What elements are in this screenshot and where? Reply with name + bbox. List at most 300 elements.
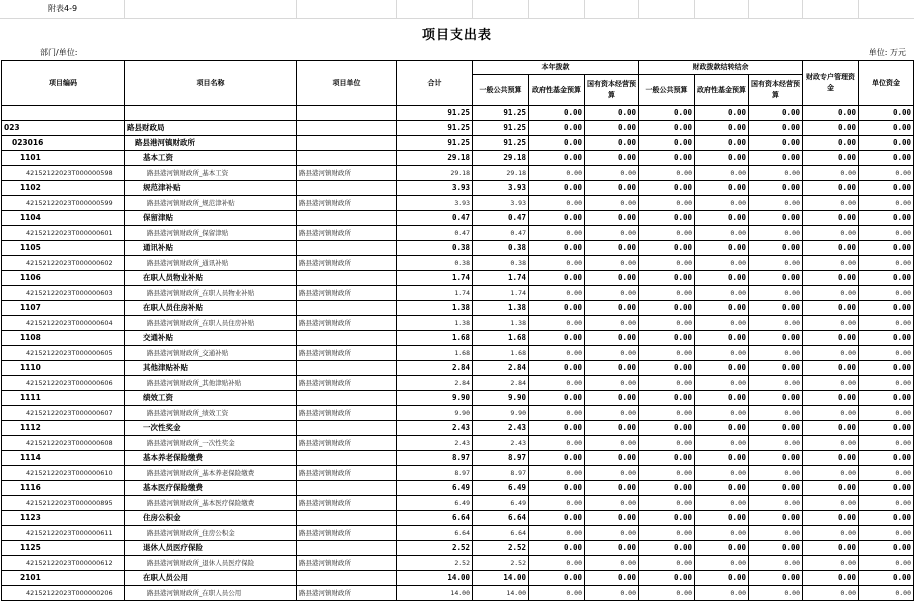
cell-project-name[interactable]: 路县港河镇财政所_规范津补贴	[125, 196, 297, 211]
cell-amount[interactable]: 0.00	[803, 481, 859, 496]
cell-amount[interactable]: 0.00	[859, 556, 914, 571]
cell-amount[interactable]: 2.52	[473, 556, 529, 571]
cell-amount[interactable]: 0.00	[695, 316, 749, 331]
cell-amount[interactable]: 0.00	[859, 286, 914, 301]
cell-amount[interactable]: 0.00	[859, 211, 914, 226]
cell-project-code[interactable]: 1110	[2, 361, 125, 376]
cell-amount[interactable]: 0.00	[585, 421, 639, 436]
col-header-carry-capital[interactable]: 国有资本经营预算	[749, 75, 803, 106]
cell-amount[interactable]: 0.00	[639, 451, 695, 466]
col-header-name[interactable]: 项目名称	[125, 61, 297, 106]
cell-amount[interactable]: 0.00	[585, 331, 639, 346]
cell-amount[interactable]: 0.00	[529, 361, 585, 376]
cell-amount[interactable]: 0.00	[695, 496, 749, 511]
cell-amount[interactable]: 8.97	[473, 451, 529, 466]
cell-project-name[interactable]: 路县港河镇财政所_退休人员医疗保险	[125, 556, 297, 571]
cell-project-code[interactable]: 2101	[2, 571, 125, 586]
cell-amount[interactable]: 0.00	[749, 226, 803, 241]
cell-amount[interactable]: 0.00	[585, 121, 639, 136]
cell-project-unit[interactable]	[297, 271, 397, 286]
cell-amount[interactable]: 6.64	[397, 526, 473, 541]
cell-amount[interactable]: 3.93	[397, 196, 473, 211]
cell-project-name[interactable]	[125, 106, 297, 121]
cell-amount[interactable]: 6.49	[473, 481, 529, 496]
cell-amount[interactable]: 0.00	[859, 226, 914, 241]
cell-amount[interactable]: 0.00	[585, 316, 639, 331]
cell-amount[interactable]: 0.00	[695, 286, 749, 301]
cell-amount[interactable]: 2.52	[397, 541, 473, 556]
cell-amount[interactable]: 0.00	[803, 301, 859, 316]
cell-amount[interactable]: 0.00	[585, 271, 639, 286]
cell-amount[interactable]: 1.38	[473, 301, 529, 316]
cell-amount[interactable]: 1.68	[473, 331, 529, 346]
cell-project-code[interactable]	[2, 106, 125, 121]
cell-amount[interactable]: 0.00	[803, 391, 859, 406]
cell-amount[interactable]: 2.43	[473, 421, 529, 436]
cell-amount[interactable]: 14.00	[473, 586, 529, 601]
cell-project-code[interactable]: 42152122023T000000895	[2, 496, 125, 511]
col-header-general-budget[interactable]: 一般公共预算	[473, 75, 529, 106]
cell-amount[interactable]: 0.00	[859, 436, 914, 451]
cell-amount[interactable]: 0.00	[803, 556, 859, 571]
cell-amount[interactable]: 2.52	[473, 541, 529, 556]
cell-project-code[interactable]: 42152122023T000000603	[2, 286, 125, 301]
cell-amount[interactable]: 0.00	[859, 511, 914, 526]
cell-amount[interactable]: 0.00	[749, 106, 803, 121]
cell-amount[interactable]: 0.00	[529, 286, 585, 301]
col-group-current-year[interactable]: 本年拨款	[473, 61, 639, 75]
cell-project-code[interactable]: 023	[2, 121, 125, 136]
cell-amount[interactable]: 3.93	[473, 181, 529, 196]
cell-amount[interactable]: 0.00	[749, 301, 803, 316]
cell-amount[interactable]: 0.00	[803, 376, 859, 391]
cell-amount[interactable]: 0.00	[803, 541, 859, 556]
cell-amount[interactable]: 2.43	[397, 436, 473, 451]
cell-project-unit[interactable]: 路县港河镇财政所	[297, 286, 397, 301]
cell-project-code[interactable]: 42152122023T000000611	[2, 526, 125, 541]
cell-amount[interactable]: 0.00	[695, 571, 749, 586]
cell-project-name[interactable]: 通讯补贴	[125, 241, 297, 256]
cell-amount[interactable]: 0.00	[695, 181, 749, 196]
cell-project-unit[interactable]	[297, 301, 397, 316]
cell-project-unit[interactable]	[297, 361, 397, 376]
cell-amount[interactable]: 0.00	[639, 436, 695, 451]
cell-amount[interactable]: 0.00	[859, 256, 914, 271]
cell-amount[interactable]: 0.00	[639, 511, 695, 526]
cell-amount[interactable]: 1.38	[397, 316, 473, 331]
cell-amount[interactable]: 0.00	[803, 436, 859, 451]
cell-project-code[interactable]: 42152122023T000000604	[2, 316, 125, 331]
cell-project-code[interactable]: 1123	[2, 511, 125, 526]
cell-amount[interactable]: 1.74	[397, 271, 473, 286]
cell-amount[interactable]: 14.00	[397, 571, 473, 586]
cell-amount[interactable]: 0.00	[695, 541, 749, 556]
cell-amount[interactable]: 0.00	[639, 571, 695, 586]
cell-amount[interactable]: 2.84	[473, 376, 529, 391]
cell-amount[interactable]: 2.84	[397, 376, 473, 391]
cell-amount[interactable]: 0.00	[859, 196, 914, 211]
cell-project-code[interactable]: 42152122023T000000598	[2, 166, 125, 181]
cell-project-unit[interactable]	[297, 151, 397, 166]
grid-cell[interactable]	[584, 0, 639, 18]
cell-amount[interactable]: 0.00	[695, 106, 749, 121]
cell-amount[interactable]: 0.00	[639, 256, 695, 271]
cell-amount[interactable]: 0.00	[639, 211, 695, 226]
cell-project-unit[interactable]: 路县港河镇财政所	[297, 436, 397, 451]
cell-amount[interactable]: 0.00	[639, 316, 695, 331]
cell-amount[interactable]: 0.00	[803, 106, 859, 121]
cell-amount[interactable]: 0.00	[803, 571, 859, 586]
cell-amount[interactable]: 0.00	[585, 571, 639, 586]
cell-amount[interactable]: 0.00	[803, 241, 859, 256]
cell-amount[interactable]: 0.00	[749, 286, 803, 301]
cell-amount[interactable]: 0.00	[749, 481, 803, 496]
cell-project-unit[interactable]	[297, 121, 397, 136]
cell-amount[interactable]: 0.00	[529, 301, 585, 316]
col-header-fund-budget[interactable]: 政府性基金预算	[529, 75, 585, 106]
cell-amount[interactable]: 0.00	[695, 151, 749, 166]
cell-amount[interactable]: 29.18	[397, 166, 473, 181]
cell-amount[interactable]: 0.00	[529, 451, 585, 466]
cell-project-name[interactable]: 路县港河镇财政所_交通补贴	[125, 346, 297, 361]
cell-amount[interactable]: 0.47	[473, 226, 529, 241]
cell-amount[interactable]: 14.00	[473, 571, 529, 586]
cell-amount[interactable]: 0.00	[585, 556, 639, 571]
cell-amount[interactable]: 29.18	[473, 166, 529, 181]
cell-amount[interactable]: 0.00	[585, 106, 639, 121]
cell-project-name[interactable]: 路县港河镇财政所	[125, 136, 297, 151]
cell-amount[interactable]: 0.00	[529, 406, 585, 421]
cell-project-name[interactable]: 保留津贴	[125, 211, 297, 226]
cell-amount[interactable]: 0.00	[695, 511, 749, 526]
cell-amount[interactable]: 0.00	[585, 391, 639, 406]
cell-amount[interactable]: 1.38	[397, 301, 473, 316]
cell-project-code[interactable]: 1102	[2, 181, 125, 196]
cell-project-code[interactable]: 023016	[2, 136, 125, 151]
cell-amount[interactable]: 0.00	[585, 586, 639, 601]
col-header-carry-fund[interactable]: 政府性基金预算	[695, 75, 749, 106]
cell-amount[interactable]: 0.00	[639, 301, 695, 316]
cell-project-unit[interactable]	[297, 571, 397, 586]
cell-amount[interactable]: 0.38	[397, 256, 473, 271]
cell-amount[interactable]: 0.00	[749, 211, 803, 226]
cell-project-unit[interactable]	[297, 391, 397, 406]
cell-amount[interactable]: 0.00	[529, 571, 585, 586]
cell-amount[interactable]: 0.00	[859, 181, 914, 196]
cell-amount[interactable]: 0.00	[585, 226, 639, 241]
cell-project-unit[interactable]	[297, 481, 397, 496]
cell-amount[interactable]: 0.00	[695, 211, 749, 226]
cell-amount[interactable]: 91.25	[397, 121, 473, 136]
cell-amount[interactable]: 14.00	[397, 586, 473, 601]
cell-amount[interactable]: 0.00	[529, 346, 585, 361]
cell-amount[interactable]: 0.00	[639, 136, 695, 151]
cell-project-unit[interactable]: 路县港河镇财政所	[297, 496, 397, 511]
cell-amount[interactable]: 1.74	[473, 286, 529, 301]
cell-amount[interactable]: 0.00	[695, 271, 749, 286]
cell-project-unit[interactable]: 路县港河镇财政所	[297, 586, 397, 601]
cell-project-unit[interactable]	[297, 541, 397, 556]
cell-amount[interactable]: 0.00	[695, 556, 749, 571]
cell-project-name[interactable]: 路县港河镇财政所_基本工资	[125, 166, 297, 181]
cell-amount[interactable]: 0.00	[803, 181, 859, 196]
cell-amount[interactable]: 0.00	[585, 451, 639, 466]
cell-amount[interactable]: 0.00	[695, 121, 749, 136]
cell-project-name[interactable]: 路县港河镇财政所_一次性奖金	[125, 436, 297, 451]
cell-amount[interactable]: 2.52	[397, 556, 473, 571]
cell-amount[interactable]: 0.00	[529, 211, 585, 226]
cell-amount[interactable]: 0.38	[397, 241, 473, 256]
cell-amount[interactable]: 0.00	[803, 586, 859, 601]
cell-amount[interactable]: 0.00	[859, 106, 914, 121]
cell-amount[interactable]: 6.64	[473, 511, 529, 526]
cell-amount[interactable]: 0.00	[749, 556, 803, 571]
cell-amount[interactable]: 0.00	[639, 586, 695, 601]
cell-project-unit[interactable]	[297, 211, 397, 226]
cell-amount[interactable]: 0.00	[859, 376, 914, 391]
cell-amount[interactable]: 9.90	[473, 406, 529, 421]
cell-amount[interactable]: 0.00	[639, 526, 695, 541]
cell-project-code[interactable]: 42152122023T000000608	[2, 436, 125, 451]
cell-project-code[interactable]: 1114	[2, 451, 125, 466]
cell-project-code[interactable]: 42152122023T000000599	[2, 196, 125, 211]
cell-amount[interactable]: 0.00	[749, 241, 803, 256]
cell-amount[interactable]: 0.00	[585, 181, 639, 196]
cell-amount[interactable]: 0.00	[803, 526, 859, 541]
grid-cell[interactable]	[528, 0, 585, 18]
cell-amount[interactable]: 0.00	[695, 376, 749, 391]
cell-project-unit[interactable]: 路县港河镇财政所	[297, 556, 397, 571]
cell-amount[interactable]: 91.25	[473, 136, 529, 151]
cell-amount[interactable]: 0.00	[803, 136, 859, 151]
grid-cell[interactable]	[638, 0, 695, 18]
cell-amount[interactable]: 0.00	[803, 361, 859, 376]
cell-amount[interactable]: 0.00	[859, 541, 914, 556]
cell-project-code[interactable]: 1101	[2, 151, 125, 166]
cell-amount[interactable]: 1.74	[473, 271, 529, 286]
cell-amount[interactable]: 0.00	[585, 151, 639, 166]
cell-project-code[interactable]: 42152122023T000000606	[2, 376, 125, 391]
cell-amount[interactable]: 0.00	[529, 541, 585, 556]
cell-project-code[interactable]: 1105	[2, 241, 125, 256]
cell-project-code[interactable]: 42152122023T000000607	[2, 406, 125, 421]
cell-amount[interactable]: 0.00	[749, 271, 803, 286]
cell-amount[interactable]: 0.00	[749, 586, 803, 601]
cell-amount[interactable]: 0.00	[585, 256, 639, 271]
cell-project-name[interactable]: 路县财政局	[125, 121, 297, 136]
cell-amount[interactable]: 0.00	[639, 376, 695, 391]
cell-amount[interactable]: 0.00	[529, 556, 585, 571]
cell-project-code[interactable]: 1107	[2, 301, 125, 316]
cell-amount[interactable]: 0.00	[803, 511, 859, 526]
cell-amount[interactable]: 0.00	[859, 346, 914, 361]
cell-amount[interactable]: 0.00	[585, 301, 639, 316]
cell-amount[interactable]: 0.00	[639, 421, 695, 436]
cell-project-name[interactable]: 住房公积金	[125, 511, 297, 526]
cell-amount[interactable]: 0.00	[695, 406, 749, 421]
cell-project-code[interactable]: 42152122023T000000206	[2, 586, 125, 601]
cell-amount[interactable]: 1.74	[397, 286, 473, 301]
cell-amount[interactable]: 0.00	[803, 496, 859, 511]
cell-amount[interactable]: 0.00	[803, 211, 859, 226]
cell-amount[interactable]: 0.00	[639, 121, 695, 136]
cell-amount[interactable]: 91.25	[473, 106, 529, 121]
col-header-code[interactable]: 项目编码	[2, 61, 125, 106]
cell-amount[interactable]: 0.00	[803, 121, 859, 136]
cell-amount[interactable]: 0.00	[585, 496, 639, 511]
cell-amount[interactable]: 0.00	[585, 511, 639, 526]
cell-amount[interactable]: 91.25	[397, 136, 473, 151]
cell-amount[interactable]: 0.00	[803, 346, 859, 361]
cell-amount[interactable]: 0.00	[529, 391, 585, 406]
cell-project-code[interactable]: 1116	[2, 481, 125, 496]
cell-amount[interactable]: 0.00	[695, 256, 749, 271]
cell-amount[interactable]: 6.64	[473, 526, 529, 541]
cell-project-name[interactable]: 在职人员公用	[125, 571, 297, 586]
cell-amount[interactable]: 2.43	[473, 436, 529, 451]
cell-amount[interactable]: 0.00	[529, 511, 585, 526]
cell-amount[interactable]: 0.00	[803, 406, 859, 421]
cell-project-unit[interactable]	[297, 451, 397, 466]
cell-project-unit[interactable]: 路县港河镇财政所	[297, 226, 397, 241]
cell-amount[interactable]: 9.90	[473, 391, 529, 406]
cell-amount[interactable]: 0.00	[695, 526, 749, 541]
cell-amount[interactable]: 0.00	[529, 436, 585, 451]
cell-project-unit[interactable]	[297, 241, 397, 256]
cell-project-unit[interactable]	[297, 136, 397, 151]
cell-amount[interactable]: 6.64	[397, 511, 473, 526]
cell-amount[interactable]: 0.00	[639, 346, 695, 361]
cell-amount[interactable]: 0.00	[749, 436, 803, 451]
col-header-unit-funds[interactable]: 单位资金	[859, 61, 914, 106]
cell-amount[interactable]: 0.00	[749, 331, 803, 346]
cell-amount[interactable]: 0.00	[695, 346, 749, 361]
cell-amount[interactable]: 0.00	[695, 586, 749, 601]
cell-project-name[interactable]: 交通补贴	[125, 331, 297, 346]
cell-project-code[interactable]: 1106	[2, 271, 125, 286]
cell-amount[interactable]: 0.00	[639, 331, 695, 346]
cell-amount[interactable]: 0.00	[639, 361, 695, 376]
cell-project-name[interactable]: 基本养老保险缴费	[125, 451, 297, 466]
cell-amount[interactable]: 0.00	[749, 196, 803, 211]
cell-amount[interactable]: 3.93	[397, 181, 473, 196]
cell-amount[interactable]: 0.00	[803, 226, 859, 241]
cell-project-code[interactable]: 1104	[2, 211, 125, 226]
cell-project-name[interactable]: 基本医疗保险缴费	[125, 481, 297, 496]
cell-amount[interactable]: 0.00	[803, 151, 859, 166]
cell-amount[interactable]: 0.00	[859, 121, 914, 136]
cell-amount[interactable]: 0.00	[749, 466, 803, 481]
cell-amount[interactable]: 0.00	[585, 376, 639, 391]
cell-amount[interactable]: 2.84	[473, 361, 529, 376]
cell-project-unit[interactable]: 路县港河镇财政所	[297, 466, 397, 481]
cell-amount[interactable]: 0.00	[803, 196, 859, 211]
cell-amount[interactable]: 0.00	[859, 481, 914, 496]
cell-project-code[interactable]: 42152122023T000000610	[2, 466, 125, 481]
cell-amount[interactable]: 0.00	[749, 571, 803, 586]
cell-project-name[interactable]: 路县港河镇财政所_基本养老保险缴费	[125, 466, 297, 481]
grid-cell[interactable]	[124, 0, 297, 18]
cell-amount[interactable]: 0.47	[397, 211, 473, 226]
cell-amount[interactable]: 0.00	[859, 496, 914, 511]
cell-project-code[interactable]: 42152122023T000000601	[2, 226, 125, 241]
cell-amount[interactable]: 0.00	[695, 226, 749, 241]
cell-amount[interactable]: 0.47	[397, 226, 473, 241]
cell-amount[interactable]: 0.00	[803, 271, 859, 286]
cell-project-name[interactable]: 路县港河镇财政所_保留津贴	[125, 226, 297, 241]
cell-project-name[interactable]: 路县港河镇财政所_在职人员公用	[125, 586, 297, 601]
cell-amount[interactable]: 0.00	[639, 226, 695, 241]
cell-amount[interactable]: 0.38	[473, 241, 529, 256]
grid-cell[interactable]	[396, 0, 473, 18]
cell-project-name[interactable]: 路县港河镇财政所_基本医疗保险缴费	[125, 496, 297, 511]
cell-amount[interactable]: 0.00	[749, 181, 803, 196]
cell-amount[interactable]: 0.00	[859, 316, 914, 331]
cell-amount[interactable]: 6.49	[473, 496, 529, 511]
cell-amount[interactable]: 0.00	[749, 526, 803, 541]
cell-amount[interactable]: 8.97	[473, 466, 529, 481]
cell-amount[interactable]: 0.00	[639, 196, 695, 211]
cell-project-unit[interactable]: 路县港河镇财政所	[297, 376, 397, 391]
cell-amount[interactable]: 0.00	[803, 331, 859, 346]
cell-amount[interactable]: 1.68	[397, 331, 473, 346]
cell-amount[interactable]: 0.38	[473, 256, 529, 271]
cell-amount[interactable]: 29.18	[397, 151, 473, 166]
cell-amount[interactable]: 0.00	[639, 151, 695, 166]
grid-cell[interactable]	[694, 0, 749, 18]
cell-project-unit[interactable]	[297, 511, 397, 526]
cell-amount[interactable]: 0.00	[749, 511, 803, 526]
cell-amount[interactable]: 0.00	[749, 136, 803, 151]
cell-amount[interactable]: 0.00	[639, 241, 695, 256]
cell-amount[interactable]: 91.25	[397, 106, 473, 121]
cell-amount[interactable]: 0.00	[639, 481, 695, 496]
cell-amount[interactable]: 0.47	[473, 211, 529, 226]
cell-amount[interactable]: 9.90	[397, 391, 473, 406]
cell-amount[interactable]: 0.00	[639, 286, 695, 301]
cell-project-name[interactable]: 路县港河镇财政所_通讯补贴	[125, 256, 297, 271]
cell-amount[interactable]: 0.00	[859, 421, 914, 436]
cell-amount[interactable]: 0.00	[749, 346, 803, 361]
cell-amount[interactable]: 0.00	[639, 496, 695, 511]
cell-amount[interactable]: 0.00	[585, 526, 639, 541]
cell-amount[interactable]: 0.00	[695, 241, 749, 256]
grid-cell[interactable]	[296, 0, 397, 18]
cell-amount[interactable]: 0.00	[585, 241, 639, 256]
cell-project-code[interactable]: 42152122023T000000612	[2, 556, 125, 571]
cell-amount[interactable]: 0.00	[529, 151, 585, 166]
cell-amount[interactable]: 0.00	[859, 466, 914, 481]
cell-amount[interactable]: 0.00	[529, 331, 585, 346]
cell-amount[interactable]: 0.00	[529, 256, 585, 271]
cell-project-unit[interactable]: 路县港河镇财政所	[297, 406, 397, 421]
cell-amount[interactable]: 0.00	[859, 151, 914, 166]
cell-amount[interactable]: 1.68	[397, 346, 473, 361]
cell-amount[interactable]: 2.43	[397, 421, 473, 436]
grid-cell[interactable]	[748, 0, 803, 18]
cell-amount[interactable]: 0.00	[585, 361, 639, 376]
cell-amount[interactable]: 0.00	[585, 466, 639, 481]
cell-amount[interactable]: 8.97	[397, 451, 473, 466]
cell-amount[interactable]: 0.00	[859, 136, 914, 151]
cell-amount[interactable]: 0.00	[639, 166, 695, 181]
col-group-carryover[interactable]: 财政拨款结转结余	[639, 61, 803, 75]
cell-amount[interactable]: 0.00	[695, 331, 749, 346]
col-header-carry-general[interactable]: 一般公共预算	[639, 75, 695, 106]
cell-amount[interactable]: 0.00	[803, 286, 859, 301]
cell-project-name[interactable]: 基本工资	[125, 151, 297, 166]
cell-amount[interactable]: 0.00	[803, 421, 859, 436]
